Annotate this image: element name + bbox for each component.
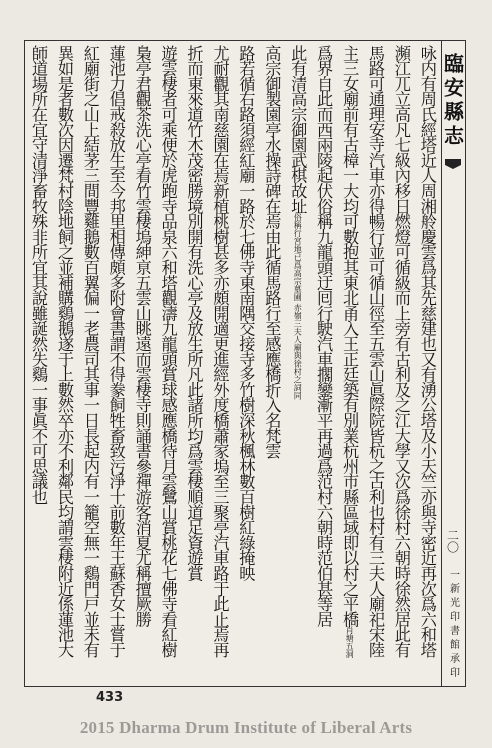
column-text: 蓮池力倡戒殺放生至今邦里相傳頗多附會書謂不得豢飼牲畜致污淨十前數年王蘇香女士嘗于 [106,45,126,658]
text-column [107,45,126,681]
text-column [418,45,437,681]
column-text: 異如是者數次因遷梵村陰地飼之並補購鷄鵝遂于上數然卒亦不利鄰民均謂雲棲附近係蓮池大 [54,45,74,658]
text-column [210,45,229,681]
column-text: 此有清高宗御園武棋故址 [288,45,308,214]
text-column [340,45,359,681]
page-number: 433 [96,690,124,705]
column-text: 遊雲棲者可乘便於虎跑寺品泉六和塔觀濤九龍頭賞球感應橋待月雲鷺山賞桃花七佛寺看紅樹 [158,45,178,658]
text-column [29,45,48,681]
text-column [159,45,178,681]
text-column [185,45,204,681]
column-text: 路若循右路須經紅廟一路於七佛寺東南隅交接寺多竹樹深秋楓林數百樹紅綠掩映 [236,45,256,581]
column-text: 馬路可通理安寺汽車亦得暢行並可循山徑至五雲山眞際院皆杭之古利也村有三夫人廟祀宋陸 [365,45,385,658]
fishtail-ornament-icon [445,159,461,169]
vertical-text-body [29,45,437,681]
inline-note: 肖塘五洞 [345,626,355,659]
column-text: 尤耐觀其南慈園在焉新植桃樹甚多亦頗開適更進經外度橋蕭家塢至三聚亭汽車路于此止焉再 [210,45,230,658]
watermark: 2015 Dharma Drum Institute of Liberal Arts [79,718,413,737]
text-column [81,45,100,681]
text-column [392,45,411,681]
text-column [133,45,152,681]
column-text: 爲界自此而西兩陵起伏俗稱九龍頭迂囘行駛汽車擱鑾漸平再過爲范村六朝時范伯甚等居 [314,45,334,627]
text-column [288,45,307,681]
page-frame [24,40,466,687]
column-text: 梟亭君觀茶洗心亭看竹雲棲塢紳亰五雲山眺遠而雲棲寺則誦書參禪游客消夏尤稱擅厥勝 [132,45,152,627]
column-text: 主三女廟前有古樟一大均可數抱其東北甬入王正廷築有別業杭州市縣區域即以村之平橋 [340,45,360,627]
text-column [236,45,255,681]
column-text: 紅廟街之山上結茅三間豐雞鵝數百翼偏一老農司其事一日長起内有一籠空無一鷄門戸並未有 [80,45,100,658]
text-column [314,45,333,681]
text-column [366,45,385,681]
publisher-imprint: 一新光印書館承印 [447,569,459,681]
column-text: 咏内有周氏經塔近人周湘舲慶雲爲其先慈建也又有湧公塔及小天竺亦與寺密近再次爲六和塔 [417,45,437,658]
book-spine-margin [441,41,464,686]
column-text: 折而東來道竹木茂密勝境別開有洗心亭及放生所凡此諸所均爲雲棲順道足資遊賞 [184,45,204,581]
column-text: 瀕江兀立高凡七級內移日燃燈可循級而上旁有古利及之江大學又次爲徐村六朝時徐然居此有 [391,45,411,658]
text-column [55,45,74,681]
volume-number: 二〇 [445,529,460,553]
inline-note: 俗稱行宮地已爲高宗墓圃 赤嶺三夫人廟與徐村之詞同 [293,213,303,400]
column-text: 師道場所在宜守清淨畜牧殊非所宜其說雖誕然失鷄一事眞不可思議也 [29,45,48,505]
column-text: 高宗御製園亭水操詩碑在焉由此循馬路行至感應橋折入名梵雲 [262,45,282,459]
book-title: 臨安縣志 [440,53,465,149]
text-column [262,45,281,681]
